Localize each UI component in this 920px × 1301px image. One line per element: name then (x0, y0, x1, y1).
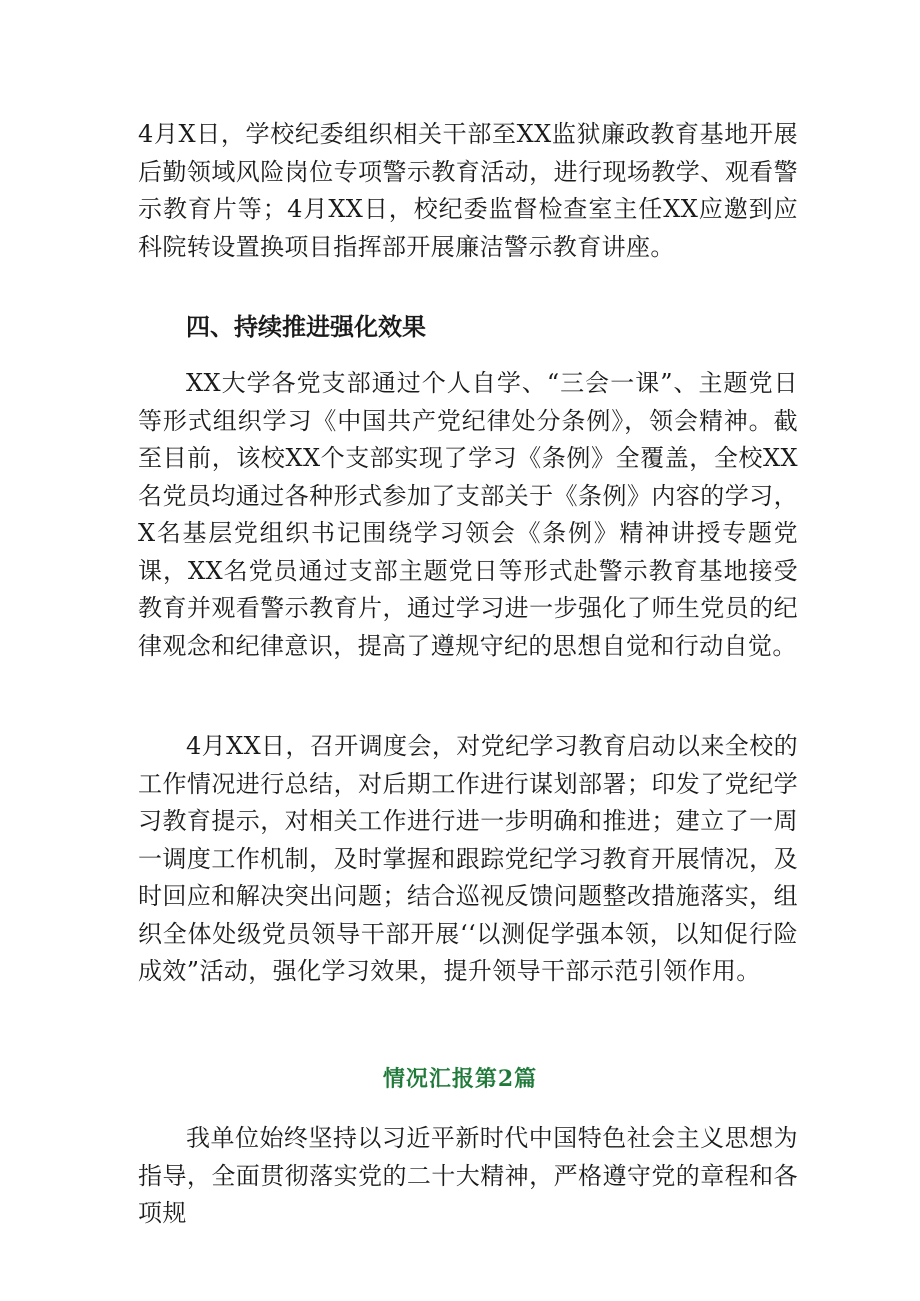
paragraph-report-intro: 我单位始终坚持以习近平新时代中国特色社会主义思想为指导，全面贯彻落实党的二十大精神，严格遵守党的章程和各项规 (138, 1124, 798, 1227)
paragraph-warning-education: 4月X日，学校纪委组织相关干部至XX监狱廉政教育基地开展后勤领域风险岗位专项警示教育活动，进行现场教学、观看警示教育片等；4月XX日，校纪委监督检查室主任XX应邀到应科院转设置换项目指挥部开展廉洁警示教育讲座。 (138, 120, 798, 261)
paragraph-scheduling-meeting: 4月XX日，召开调度会，对党纪学习教育启动以来全校的工作情况进行总结，对后期工作进行谋划部署；印发了党纪学习教育提示，对相关工作进行进一步明确和推进；建立了一周一调度工作机制，及时掌握和跟踪党纪学习教育开展情况，及时回应和解决突出问题；结合巡视反馈问题整改措施落实，组织全体处级党员领导干部开展‘‘以测促学强本领，以知促行险成效”活动，强化学习效果，提升领导干部示范引领作用。 (138, 732, 798, 985)
section-title-report-2: 情况汇报第2篇 (382, 1066, 538, 1092)
paragraph-study-coverage: XX大学各党支部通过个人自学、“三会一课”、主题党日等形式组织学习《中国共产党纪律处分条例》，领会精神。截至目前，该校XX个支部实现了学习《条例》全覆盖，全校XX名党员均通过各种形式参加了支部关于《条例》内容的学习，X名基层党组织书记围绕学习领会《条例》精神讲授专题党课，XX名党员通过支部主题党日等形式赴警示教育基地接受教育并观看警示教育片，通过学习进一步强化了师生党员的纪律观念和纪律意识，提高了遵规守纪的思想自觉和行动自觉。 (138, 369, 798, 660)
heading-section-four: 四、持续推进强化效果 (186, 313, 426, 341)
